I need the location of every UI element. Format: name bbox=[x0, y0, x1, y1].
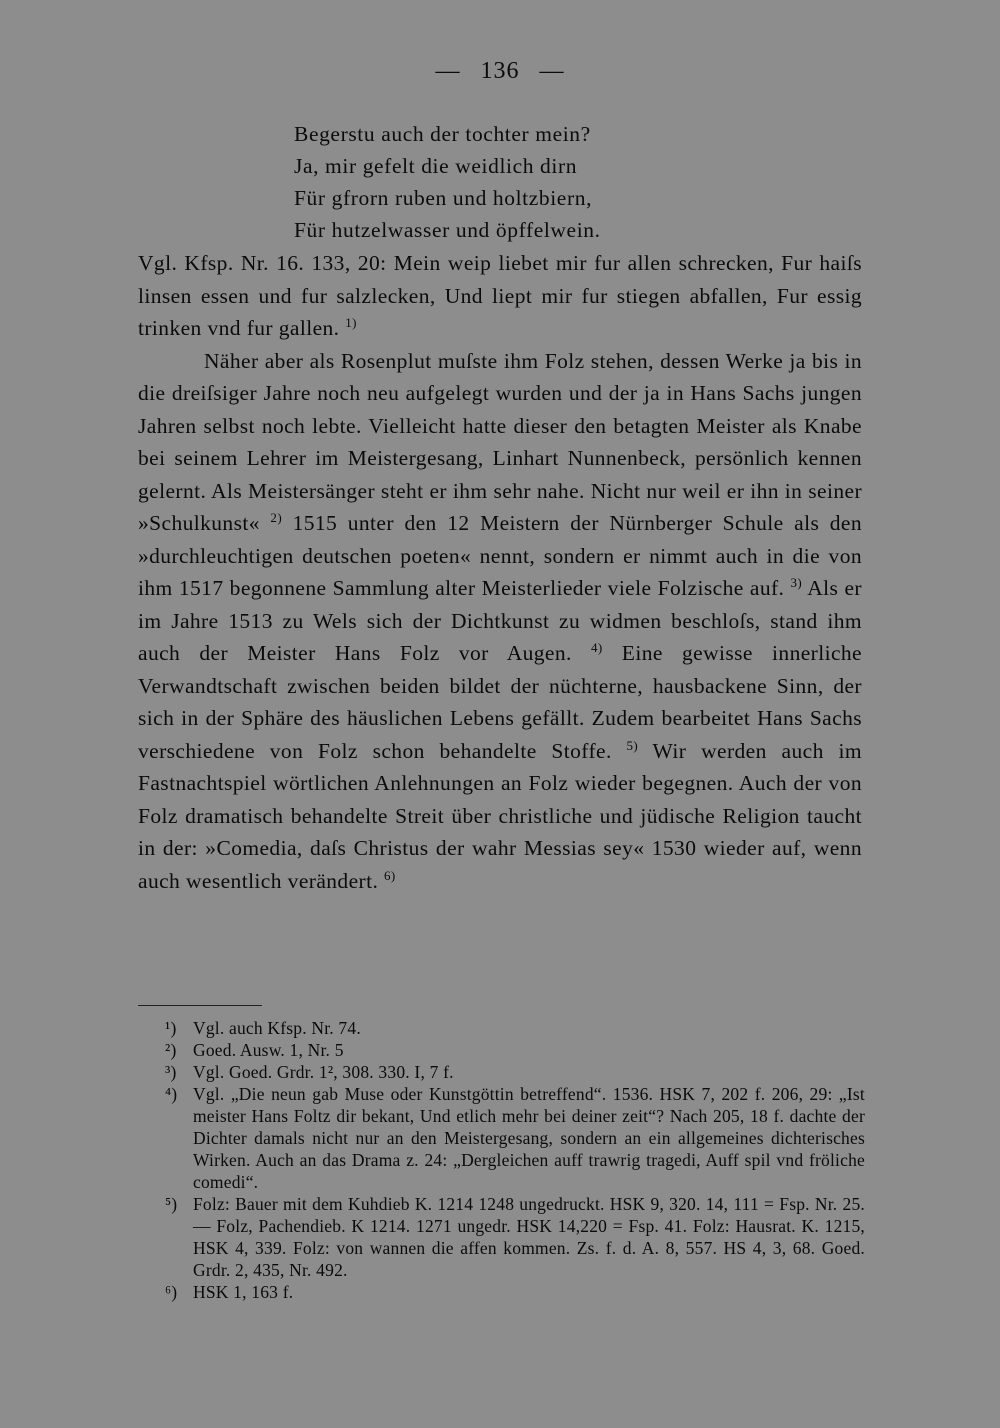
page-number: 136 bbox=[480, 58, 520, 84]
verse-line: Für gfrorn ruben und holtzbiern, bbox=[294, 186, 593, 210]
footnote-ref-5: 5) bbox=[626, 737, 639, 753]
footnote bbox=[165, 1193, 865, 1281]
footnote-mark: ⁵) bbox=[165, 1194, 178, 1214]
footnote bbox=[165, 1061, 865, 1083]
footnote-mark: ⁶) bbox=[165, 1282, 178, 1302]
page-number-header bbox=[0, 58, 1000, 85]
verse-line: Begerstu auch der tochter mein? bbox=[294, 122, 591, 146]
footnote-mark: ³) bbox=[165, 1062, 177, 1082]
footnote-ref-2: 2) bbox=[270, 509, 283, 525]
footnote-divider bbox=[138, 1005, 262, 1006]
paragraph-folz bbox=[138, 345, 862, 898]
main-text bbox=[138, 247, 862, 897]
footnote bbox=[165, 1017, 865, 1039]
dash-left: — bbox=[435, 58, 461, 84]
footnote-ref-6: 6) bbox=[384, 867, 396, 883]
paragraph-text: 1515 unter den 12 Meistern der Nürnberger Schule als den »durchleuchtigen deutschen poeten« nennt, sondern er nimmt auch in die von ihm 1517 begonnene Sammlung alter Meisterlieder viele Folzische auf. bbox=[138, 511, 862, 600]
paragraph-reference bbox=[138, 247, 862, 345]
footnotes bbox=[165, 1017, 865, 1303]
footnote-mark: ²) bbox=[165, 1040, 177, 1060]
paragraph-text: Näher aber als Rosenplut muſste ihm Folz stehen, dessen Werke ja bis in die dreiſsiger Jahre noch neu aufgelegt wurden und der ja in Hans Sachs jungen Jahren selbst noch lebte. Vielleicht hatte dieser den betagten Meister als Knabe bei seinem Lehrer im Meistergesang, Linhart Nunnenbeck, persönlich kennen gelernt. Als Meistersänger steht er ihm sehr nahe. Nicht nur weil er ihn in seiner »Schulkunst« bbox=[138, 348, 862, 535]
footnote-ref-3: 3) bbox=[790, 574, 803, 590]
paragraph-text: Als er im Jahre 1513 zu Wels sich der Dichtkunst zu widmen beschloſs, stand ihm auch der Meister Hans Folz vor Augen. bbox=[138, 576, 862, 665]
dash-right: — bbox=[539, 58, 565, 84]
footnote-mark: ⁴) bbox=[165, 1084, 178, 1104]
footnote-text: Goed. Ausw. 1, Nr. 5 bbox=[193, 1040, 344, 1060]
footnote-mark: ¹) bbox=[165, 1018, 177, 1038]
footnote-text: Folz: Bauer mit dem Kuhdieb K. 1214 1248 ungedruckt. HSK 9, 320. 14, 111 = Fsp. Nr. 25. — Folz, Pachendieb. K 1214. 1271 ungedr. HSK 14,220 = Fsp. 41. Folz: Hausrat. K. 1215, HSK 4, 339. Folz: von wannen die affen kommen. Zs. f. d. A. 8, 557. HS 4, 3, 68. Goed. Grdr. 2, 435, Nr. 492. bbox=[193, 1194, 865, 1280]
footnote-ref-4: 4) bbox=[590, 639, 603, 655]
footnote-text: HSK 1, 163 f. bbox=[193, 1282, 294, 1302]
footnote-text: Vgl. auch Kfsp. Nr. 74. bbox=[193, 1018, 361, 1038]
verse-line: Ja, mir gefelt die weidlich dirn bbox=[294, 154, 578, 178]
footnote-text: Vgl. Goed. Grdr. 1², 308. 330. I, 7 f. bbox=[193, 1062, 454, 1082]
paragraph-text: Eine gewisse innerliche Verwandtschaft zwischen beiden bildet der nüchterne, hausbackene Sinn, der sich in der Sphäre des häuslichen Lebens gefällt. Zudem bearbeitet Hans Sachs verschiedene von Folz schon behandelte Stoffe. bbox=[138, 641, 862, 763]
verse-quotation bbox=[294, 118, 601, 246]
footnote bbox=[165, 1083, 865, 1193]
paragraph-text: Vgl. Kfsp. Nr. 16. 133, 20: Mein weip liebet mir fur allen schrecken, Fur haiſs linsen essen und fur salzlecken, Und liept mir fur stiegen abfallen, Fur essig trinken vnd fur gallen. bbox=[138, 251, 862, 340]
verse-line: Für hutzelwasser und öpffelwein. bbox=[294, 218, 601, 242]
footnote bbox=[165, 1281, 865, 1303]
footnote bbox=[165, 1039, 865, 1061]
paragraph-text: Wir werden auch im Fastnachtspiel wörtlichen Anlehnungen an Folz wieder begegnen. Auch der von Folz dramatisch behandelte Streit über christliche und jüdische Religion taucht in der: »Comedia, daſs Christus der wahr Messias sey« 1530 wieder auf, wenn auch wesentlich verändert. bbox=[138, 738, 862, 893]
footnote-ref-1: 1) bbox=[345, 314, 357, 330]
footnote-text: Vgl. „Die neun gab Muse oder Kunstgöttin betreffend“. 1536. HSK 7, 202 f. 206, 29: „Ist meister Hans Foltz dir bekant, Und etlich mehr bei deiner zeit“? Nach 205, 18 f. dachte der Dichter damals nicht nur an den Meistergesang, sondern an ein allgemeines dichterisches Wirken. Auch an das Drama z. 24: „Dergleichen auff trawrig tragedi, Auff spil vnd fröliche comedi“. bbox=[193, 1084, 865, 1192]
